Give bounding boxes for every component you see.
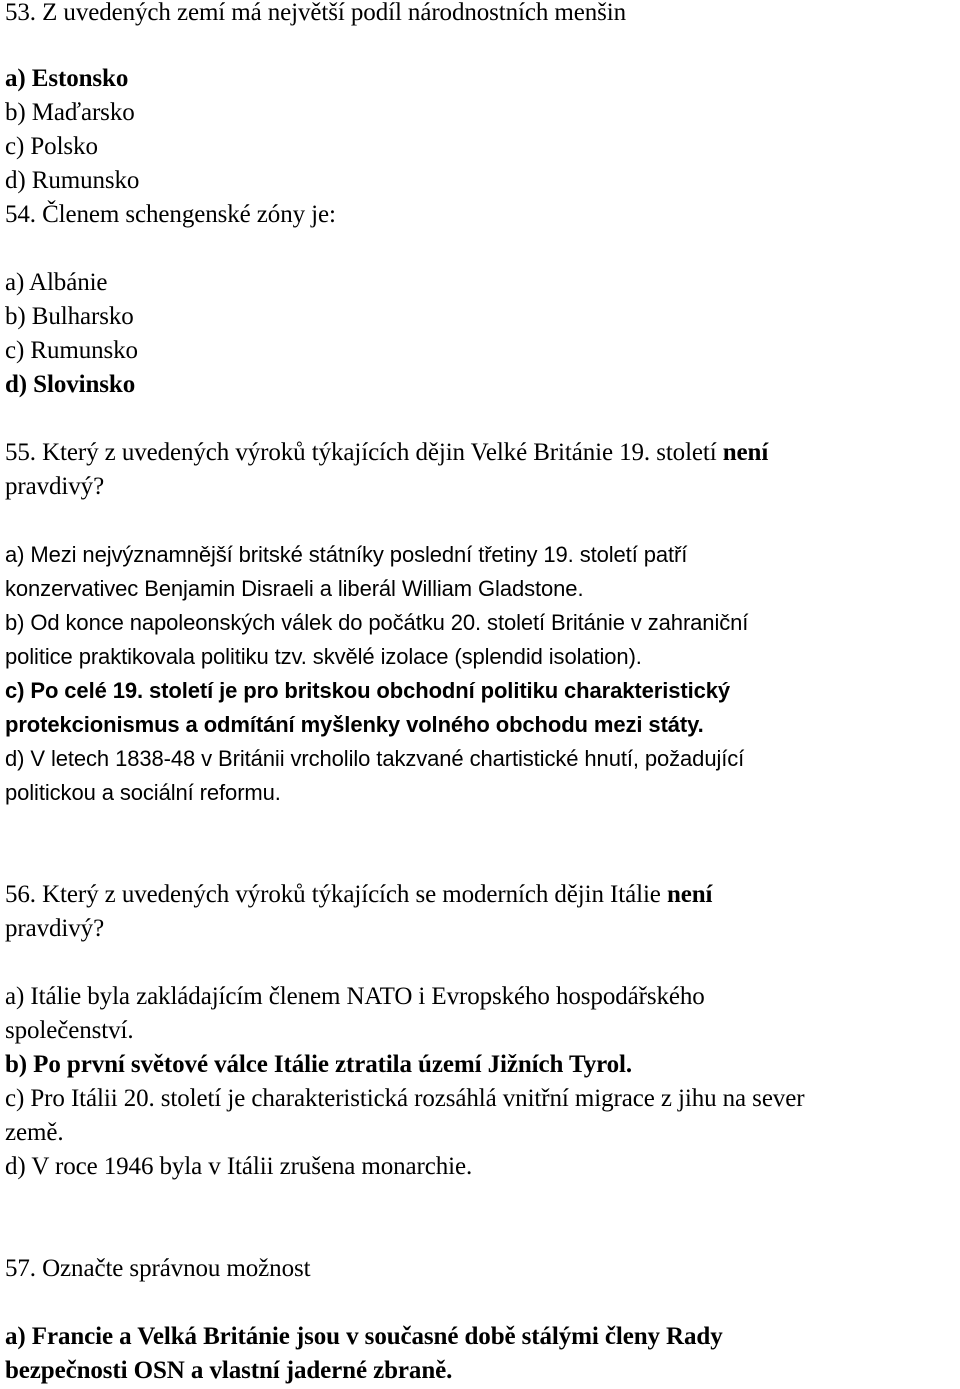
question-54-option-c: c) Rumunsko: [5, 337, 138, 364]
question-56-emphasis: není: [666, 881, 713, 908]
question-56-text: [5, 878, 712, 912]
question-53-text: 53. Z uvedených zemí má největší podíl národnostních menšin: [5, 0, 627, 26]
question-55-option-d: d) V letech 1838-48 v Británii vrcholilo takzvané chartistické hnutí, požadující: [5, 746, 745, 771]
question-55-option-d-cont: politickou a sociální reformu.: [5, 780, 281, 805]
question-55-text-main: 55. Který z uvedených výroků týkajících dějin Velké Británie 19. století: [5, 439, 723, 466]
question-56-option-a: a) Itálie byla zakládajícím členem NATO i Evropského hospodářského: [5, 983, 705, 1010]
question-56-option-c: c) Pro Itálii 20. století je charakteristická rozsáhlá vnitřní migrace z jihu na sever: [5, 1085, 805, 1112]
question-56-option-a-cont: společenství.: [5, 1017, 134, 1044]
question-57-option-a-cont: bezpečnosti OSN a vlastní jaderné zbraně.: [5, 1357, 453, 1384]
question-55-option-c: c) Po celé 19. století je pro britskou obchodní politiku charakteristický: [5, 678, 731, 703]
question-54-text: 54. Členem schengenské zóny je:: [5, 201, 336, 228]
question-55-option-a-cont: konzervativec Benjamin Disraeli a liberál William Gladstone.: [5, 576, 584, 601]
question-55-option-c-cont: protekcionismus a odmítání myšlenky volného obchodu mezi státy.: [5, 712, 704, 737]
question-56-text-main: 56. Který z uvedených výroků týkajících se moderních dějin Itálie: [5, 881, 667, 908]
question-54-option-b: b) Bulharsko: [5, 303, 134, 330]
question-56-text-cont: pravdivý?: [5, 915, 105, 942]
question-55-option-a: a) Mezi nejvýznamnější britské státníky poslední třetiny 19. století patří: [5, 542, 688, 567]
question-57-text: 57. Označte správnou možnost: [5, 1255, 311, 1282]
question-56-option-c-cont: země.: [5, 1119, 64, 1146]
question-53-option-b: b) Maďarsko: [5, 99, 135, 126]
question-55-option-b: b) Od konce napoleonských válek do počátku 20. století Británie v zahraniční: [5, 610, 749, 635]
question-55-text: [5, 436, 768, 470]
question-55-option-b-cont: politice praktikovala politiku tzv. skvělé izolace (splendid isolation).: [5, 644, 642, 669]
question-55-text-cont: pravdivý?: [5, 473, 105, 500]
question-54-option-d: d) Slovinsko: [5, 371, 136, 398]
question-53-option-c: c) Polsko: [5, 133, 98, 160]
question-57-option-a: a) Francie a Velká Británie jsou v současné době stálými členy Rady: [5, 1323, 723, 1350]
question-55-emphasis: není: [722, 439, 769, 466]
question-54-option-a: a) Albánie: [5, 269, 108, 296]
question-56-option-b: b) Po první světové válce Itálie ztratila území Jižních Tyrol.: [5, 1051, 633, 1078]
question-53-option-d: d) Rumunsko: [5, 167, 140, 194]
question-56-option-d: d) V roce 1946 byla v Itálii zrušena monarchie.: [5, 1153, 473, 1180]
question-53-option-a: a) Estonsko: [5, 65, 129, 92]
